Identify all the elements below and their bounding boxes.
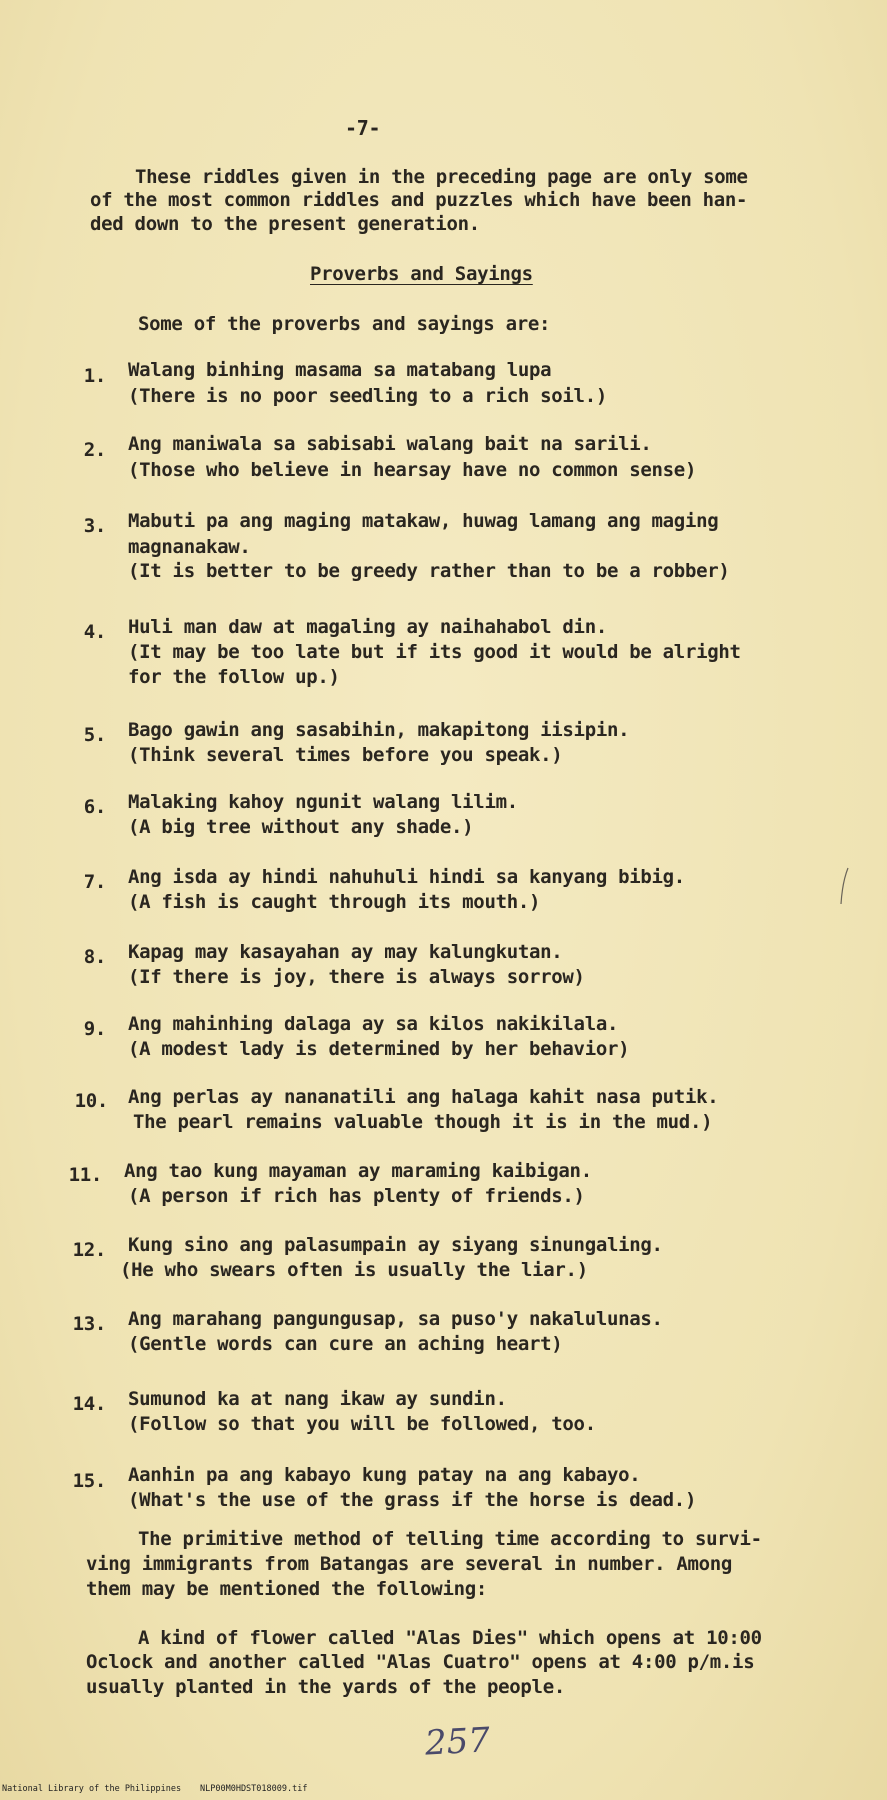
proverb-tagalog: Ang tao kung mayaman ay maraming kaibigan. bbox=[124, 1160, 592, 1182]
proverb-number: 4. bbox=[83, 621, 106, 643]
proverb-number: 9. bbox=[83, 1018, 106, 1040]
proverb-tagalog: Kapag may kasayahan ay may kalungkutan. bbox=[128, 941, 563, 963]
proverb-english: (There is no poor seedling to a rich soil.) bbox=[128, 385, 607, 407]
proverb-english: (He who swears often is usually the liar.) bbox=[120, 1259, 588, 1281]
proverb-tagalog-continued: magnanakaw. bbox=[128, 536, 251, 558]
proverb-english: (A modest lady is determined by her behavior) bbox=[128, 1038, 630, 1060]
proverb-number: 2. bbox=[83, 439, 106, 461]
page-number: -7- bbox=[345, 116, 381, 140]
proverb-tagalog: Kung sino ang palasumpain ay siyang sinungaling. bbox=[128, 1234, 663, 1256]
proverb-tagalog: Ang marahang pangungusap, sa puso'y nakalulunas. bbox=[128, 1308, 663, 1330]
closing-paragraph-line: usually planted in the yards of the people. bbox=[86, 1676, 565, 1698]
proverb-tagalog: Ang isda ay hindi nahuhuli hindi sa kanyang bibig. bbox=[128, 866, 685, 888]
proverb-english: (It is better to be greedy rather than to be a robber) bbox=[128, 560, 730, 582]
proverb-number: 15. bbox=[72, 1470, 106, 1492]
proverb-number: 14. bbox=[72, 1393, 106, 1415]
proverb-tagalog: Mabuti pa ang maging matakaw, huwag lamang ang maging bbox=[128, 510, 719, 532]
proverb-english: (Follow so that you will be followed, too. bbox=[128, 1413, 596, 1435]
proverb-tagalog: Ang maniwala sa sabisabi walang bait na sarili. bbox=[128, 433, 652, 455]
proverb-tagalog: Aanhin pa ang kabayo kung patay na ang kabayo. bbox=[128, 1464, 641, 1486]
intro-line: These riddles given in the preceding page are only some bbox=[135, 166, 748, 188]
closing-paragraph-line: them may be mentioned the following: bbox=[86, 1578, 488, 1600]
proverb-tagalog: Huli man daw at magaling ay naihahabol din. bbox=[128, 616, 607, 638]
proverb-english: (A fish is caught through its mouth.) bbox=[128, 891, 541, 913]
proverb-english: (It may be too late but if its good it would be alright bbox=[128, 641, 741, 663]
proverb-english: (Those who believe in hearsay have no common sense) bbox=[128, 459, 697, 481]
proverb-number: 8. bbox=[83, 946, 106, 968]
proverb-english: (Gentle words can cure an aching heart) bbox=[128, 1333, 563, 1355]
proverb-english-continued: for the follow up.) bbox=[128, 666, 340, 688]
section-heading: Proverbs and Sayings bbox=[310, 263, 533, 285]
proverb-tagalog: Bago gawin ang sasabihin, makapitong iisipin. bbox=[128, 719, 630, 741]
closing-paragraph-line: The primitive method of telling time according to survi- bbox=[138, 1528, 762, 1550]
footer-filename: NLP00M0HDST018009.tif bbox=[200, 1784, 308, 1794]
footer-institution: National Library of the Philippines bbox=[2, 1784, 182, 1794]
proverb-number: 5. bbox=[83, 724, 106, 746]
proverb-tagalog: Walang binhing masama sa matabang lupa bbox=[128, 359, 552, 381]
proverb-english: (If there is joy, there is always sorrow) bbox=[128, 966, 585, 988]
proverb-english: The pearl remains valuable though it is in the mud.) bbox=[133, 1111, 713, 1133]
proverb-number: 11. bbox=[68, 1164, 102, 1186]
proverb-english: (What's the use of the grass if the horse is dead.) bbox=[128, 1489, 697, 1511]
intro-line: of the most common riddles and puzzles which have been han- bbox=[90, 189, 748, 211]
proverb-tagalog: Sumunod ka at nang ikaw ay sundin. bbox=[128, 1388, 507, 1410]
closing-paragraph-line: A kind of flower called "Alas Dies" which opens at 10:00 bbox=[138, 1627, 762, 1649]
intro-line: ded down to the present generation. bbox=[90, 213, 480, 235]
proverb-english: (A person if rich has plenty of friends.) bbox=[128, 1185, 585, 1207]
proverb-number: 13. bbox=[72, 1313, 106, 1335]
proverb-english: (Think several times before you speak.) bbox=[128, 744, 563, 766]
proverb-number: 12. bbox=[72, 1239, 106, 1261]
proverb-tagalog: Malaking kahoy ngunit walang lilim. bbox=[128, 791, 518, 813]
lead-in: Some of the proverbs and sayings are: bbox=[138, 313, 551, 335]
proverb-number: 6. bbox=[83, 796, 106, 818]
proverb-number: 1. bbox=[83, 365, 106, 387]
proverb-tagalog: Ang perlas ay nananatili ang halaga kahit nasa putik. bbox=[128, 1086, 719, 1108]
proverb-english: (A big tree without any shade.) bbox=[128, 816, 474, 838]
closing-paragraph-line: ving immigrants from Batangas are several in number. Among bbox=[86, 1553, 733, 1575]
proverb-tagalog: Ang mahinhing dalaga ay sa kilos nakikilala. bbox=[128, 1013, 619, 1035]
proverb-number: 7. bbox=[83, 871, 106, 893]
proverb-number: 10. bbox=[74, 1090, 108, 1112]
margin-pencil-mark bbox=[838, 866, 852, 906]
proverb-number: 3. bbox=[83, 515, 106, 537]
closing-paragraph-line: Oclock and another called "Alas Cuatro" opens at 4:00 p/m.is bbox=[86, 1651, 755, 1673]
handwritten-folio-number: 257 bbox=[423, 1720, 491, 1764]
